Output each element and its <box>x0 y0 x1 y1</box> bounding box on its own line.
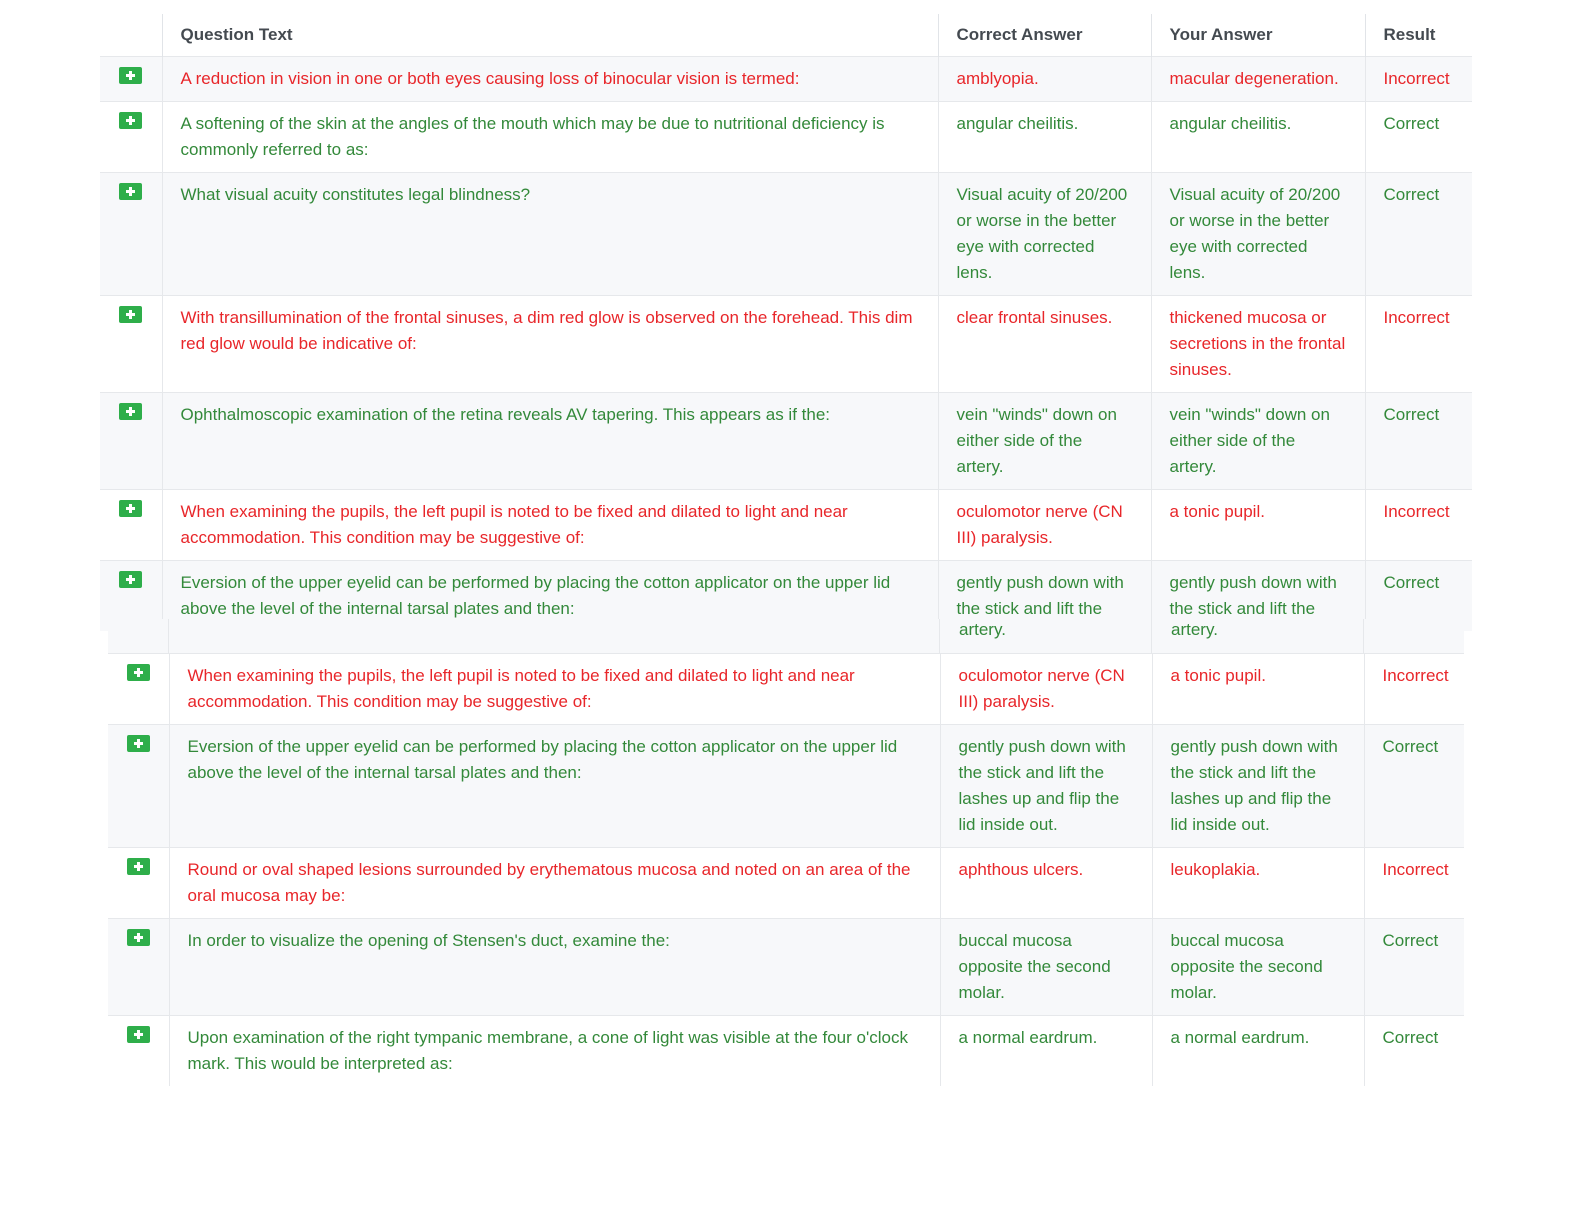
your-answer: a normal eardrum. <box>1152 1016 1364 1087</box>
expand-plus-icon[interactable] <box>119 183 142 200</box>
column-separator <box>1363 619 1364 653</box>
question-text: Eversion of the upper eyelid can be performed by placing the cotton applicator on the upper lid above the level of the internal tarsal plates and then: <box>169 725 940 848</box>
expand-plus-icon[interactable] <box>127 858 150 875</box>
column-separator <box>1151 619 1152 653</box>
correct-answer: a normal eardrum. <box>940 1016 1152 1087</box>
correct-answer: vein "winds" down on either side of the artery. <box>938 393 1151 490</box>
correct-answer: clear frontal sinuses. <box>938 296 1151 393</box>
expand-cell[interactable] <box>108 848 169 919</box>
result-label: Correct <box>1365 561 1472 632</box>
question-text: Upon examination of the right tympanic membrane, a cone of light was visible at the four o'clock mark. This would be interpreted as: <box>169 1016 940 1087</box>
result-label: Incorrect <box>1364 654 1464 725</box>
correct-answer: aphthous ulcers. <box>940 848 1152 919</box>
expand-cell[interactable] <box>100 173 162 296</box>
expand-plus-icon[interactable] <box>119 67 142 84</box>
header-correct-answer: Correct Answer <box>938 14 1151 57</box>
table-row <box>100 173 1472 296</box>
result-label: Incorrect <box>1365 490 1472 561</box>
result-label: Correct <box>1364 919 1464 1016</box>
header-your-answer: Your Answer <box>1151 14 1365 57</box>
your-answer: leukoplakia. <box>1152 848 1364 919</box>
expand-cell[interactable] <box>100 102 162 173</box>
expand-plus-icon[interactable] <box>127 1026 150 1043</box>
expand-plus-icon[interactable] <box>127 735 150 752</box>
your-answer: buccal mucosa opposite the second molar. <box>1152 919 1364 1016</box>
expand-cell[interactable] <box>108 1016 169 1087</box>
result-label: Correct <box>1364 725 1464 848</box>
question-text: In order to visualize the opening of Stensen's duct, examine the: <box>169 919 940 1016</box>
result-label: Correct <box>1364 1016 1464 1087</box>
question-text: Round or oval shaped lesions surrounded by erythematous mucosa and noted on an area of the oral mucosa may be: <box>169 848 940 919</box>
table-row <box>108 654 1464 725</box>
table-row <box>100 296 1472 393</box>
expand-plus-icon[interactable] <box>119 571 142 588</box>
table-row <box>108 725 1464 848</box>
question-text: With transillumination of the frontal sinuses, a dim red glow is observed on the forehead. This dim red glow would be indicative of: <box>162 296 938 393</box>
expand-plus-icon[interactable] <box>119 306 142 323</box>
header-icon-column <box>100 14 162 57</box>
column-separator <box>939 619 940 653</box>
table-header-row <box>100 14 1472 57</box>
question-text: A softening of the skin at the angles of the mouth which may be due to nutritional deficiency is commonly referred to as: <box>162 102 938 173</box>
correct-answer: oculomotor nerve (CN III) paralysis. <box>938 490 1151 561</box>
your-answer: vein "winds" down on either side of the artery. <box>1151 393 1365 490</box>
question-text: Ophthalmoscopic examination of the retina reveals AV tapering. This appears as if the: <box>162 393 938 490</box>
results-table-top <box>100 14 1472 631</box>
result-label: Incorrect <box>1365 296 1472 393</box>
correct-answer: amblyopia. <box>938 57 1151 102</box>
correct-answer: gently push down with the stick and lift the <box>938 561 1151 632</box>
question-text: A reduction in vision in one or both eyes causing loss of binocular vision is termed: <box>162 57 938 102</box>
table-row <box>100 393 1472 490</box>
expand-plus-icon[interactable] <box>119 500 142 517</box>
result-label: Incorrect <box>1364 848 1464 919</box>
table-row <box>100 490 1472 561</box>
question-text: When examining the pupils, the left pupil is noted to be fixed and dilated to light and near accommodation. This condition may be suggestive of: <box>169 654 940 725</box>
correct-answer: oculomotor nerve (CN III) paralysis. <box>940 654 1152 725</box>
expand-cell[interactable] <box>108 725 169 848</box>
correct-answer: angular cheilitis. <box>938 102 1151 173</box>
page-overlap-fragment <box>108 619 1464 653</box>
correct-answer: Visual acuity of 20/200 or worse in the better eye with corrected lens. <box>938 173 1151 296</box>
table-row <box>108 919 1464 1016</box>
table-row <box>108 848 1464 919</box>
your-answer: gently push down with the stick and lift the lashes up and flip the lid inside out. <box>1152 725 1364 848</box>
table-row <box>100 102 1472 173</box>
your-answer: gently push down with the stick and lift the <box>1151 561 1365 632</box>
expand-plus-icon[interactable] <box>127 664 150 681</box>
expand-cell[interactable] <box>108 919 169 1016</box>
overlap-your-answer: artery. <box>1171 620 1218 639</box>
correct-answer: buccal mucosa opposite the second molar. <box>940 919 1152 1016</box>
results-table-bottom <box>108 653 1464 1086</box>
your-answer: a tonic pupil. <box>1151 490 1365 561</box>
result-label: Correct <box>1365 102 1472 173</box>
expand-plus-icon[interactable] <box>127 929 150 946</box>
expand-cell[interactable] <box>100 57 162 102</box>
your-answer: a tonic pupil. <box>1152 654 1364 725</box>
column-separator <box>168 619 169 653</box>
expand-cell[interactable] <box>100 490 162 561</box>
header-result: Result <box>1365 14 1472 57</box>
table-row <box>100 57 1472 102</box>
question-text: When examining the pupils, the left pupil is noted to be fixed and dilated to light and near accommodation. This condition may be suggestive of: <box>162 490 938 561</box>
expand-cell[interactable] <box>100 393 162 490</box>
question-text: Eversion of the upper eyelid can be performed by placing the cotton applicator on the upper lid above the level of the internal tarsal plates and then: <box>162 561 938 632</box>
expand-cell[interactable] <box>100 296 162 393</box>
your-answer: macular degeneration. <box>1151 57 1365 102</box>
your-answer: thickened mucosa or secretions in the frontal sinuses. <box>1151 296 1365 393</box>
overlap-correct-answer: artery. <box>959 620 1006 639</box>
your-answer: angular cheilitis. <box>1151 102 1365 173</box>
header-question-text: Question Text <box>162 14 938 57</box>
question-text: What visual acuity constitutes legal blindness? <box>162 173 938 296</box>
expand-plus-icon[interactable] <box>119 112 142 129</box>
correct-answer: gently push down with the stick and lift the lashes up and flip the lid inside out. <box>940 725 1152 848</box>
result-label: Correct <box>1365 393 1472 490</box>
table-row <box>108 1016 1464 1087</box>
your-answer: Visual acuity of 20/200 or worse in the better eye with corrected lens. <box>1151 173 1365 296</box>
expand-plus-icon[interactable] <box>119 403 142 420</box>
result-label: Incorrect <box>1365 57 1472 102</box>
expand-cell[interactable] <box>108 654 169 725</box>
result-label: Correct <box>1365 173 1472 296</box>
